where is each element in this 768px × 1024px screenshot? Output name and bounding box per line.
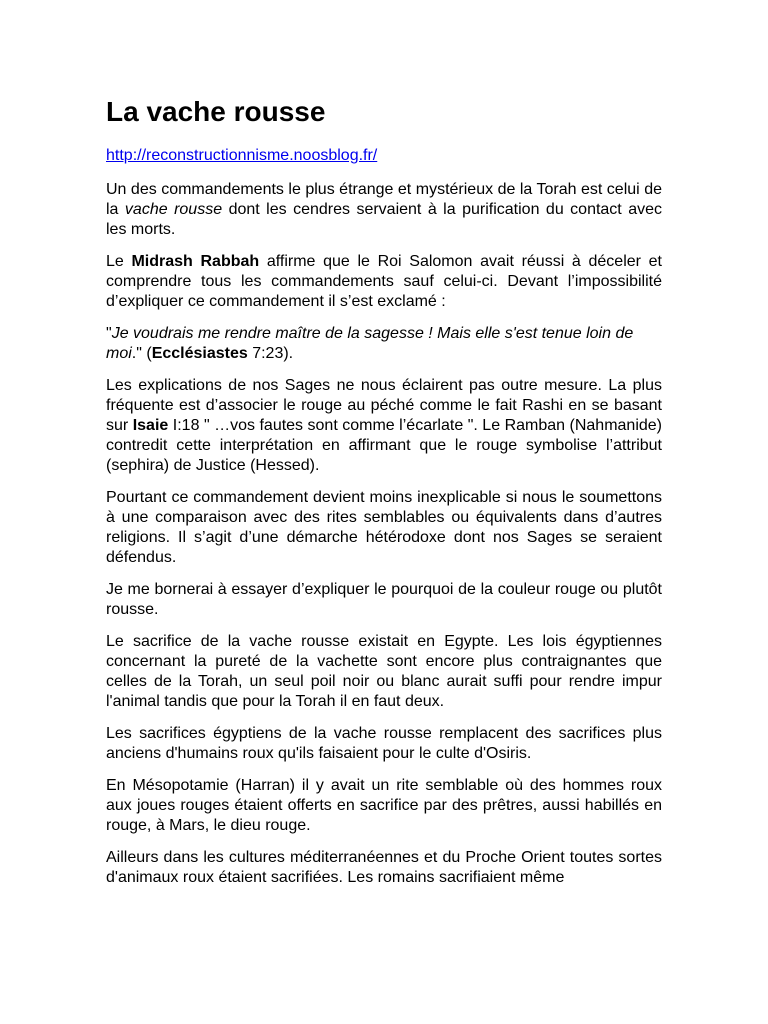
paragraph-8: Les sacrifices égyptiens de la vache rousse remplacent des sacrifices plus anciens d'humains roux qu'ils faisaient pour le culte d'Osiris. <box>106 725 662 762</box>
bold-isaie: Isaie <box>132 417 169 434</box>
paragraph-6: Je me bornerai à essayer d’expliquer le pourquoi de la couleur rouge ou plutôt rousse. <box>106 581 662 618</box>
document-title: La vache rousse <box>106 96 326 127</box>
paragraph-2: Le Midrash Rabbah affirme que le Roi Salomon avait réussi à déceler et comprendre tous les commandements sauf celui-ci. Devant l’impossibilité d’expliquer ce commandement il s’est exclamé : <box>106 253 662 310</box>
document-body <box>106 92 662 900</box>
paragraph-7: Le sacrifice de la vache rousse existait en Egypte. Les lois égyptiennes concernant la pureté de la vachette sont encore plus contraignantes que celles de la Torah, un seul poil noir ou blanc aurait suffi pour rendre impur l'animal tandis que pour la Torah il en faut deux. <box>106 633 662 710</box>
source-link[interactable]: http://reconstructionnisme.noosblog.fr/ <box>106 147 378 164</box>
paragraph-5: Pourtant ce commandement devient moins inexplicable si nous le soumettons à une comparaison avec des rites semblables ou équivalents dans d’autres religions. Il s’agit d’une démarche hétérodoxe dont nos Sages se seraient défendus. <box>106 489 662 566</box>
paragraph-10: Ailleurs dans les cultures méditerranéennes et du Proche Orient toutes sortes d'animaux roux étaient sacrifiées. Les romains sacrifiaient même <box>106 849 662 886</box>
paragraph-3-quote: "Je voudrais me rendre maître de la sagesse ! Mais elle s'est tenue loin de moi." (Ecclésiastes 7:23). <box>106 325 634 362</box>
paragraph-1: Un des commandements le plus étrange et mystérieux de la Torah est celui de la vache rousse dont les cendres servaient à la purification du contact avec les morts. <box>106 181 663 238</box>
emphasis-vache-rousse: vache rousse <box>124 201 223 218</box>
paragraph-4: Les explications de nos Sages ne nous éclairent pas outre mesure. La plus fréquente est d’associer le rouge au péché comme le fait Rashi en se basant sur Isaie I:18 " …vos fautes sont comme l’écarlate ". Le Ramban (Nahmanide) contredit cette interprétation en affirmant que le rouge symbolise l’attribut (sephira) de Justice (Hessed). <box>106 377 662 474</box>
quote-text: Je voudrais me rendre maître de la sagesse ! Mais elle s'est tenue loin de moi <box>106 325 634 362</box>
paragraph-9: En Mésopotamie (Harran) il y avait un rite semblable où des hommes roux aux joues rouges étaient offerts en sacrifice par des prêtres, aussi habillés en rouge, à Mars, le dieu rouge. <box>106 777 662 834</box>
bold-midrash-rabbah: Midrash Rabbah <box>131 253 260 270</box>
bold-ecclesiastes: Ecclésiastes <box>151 345 248 362</box>
